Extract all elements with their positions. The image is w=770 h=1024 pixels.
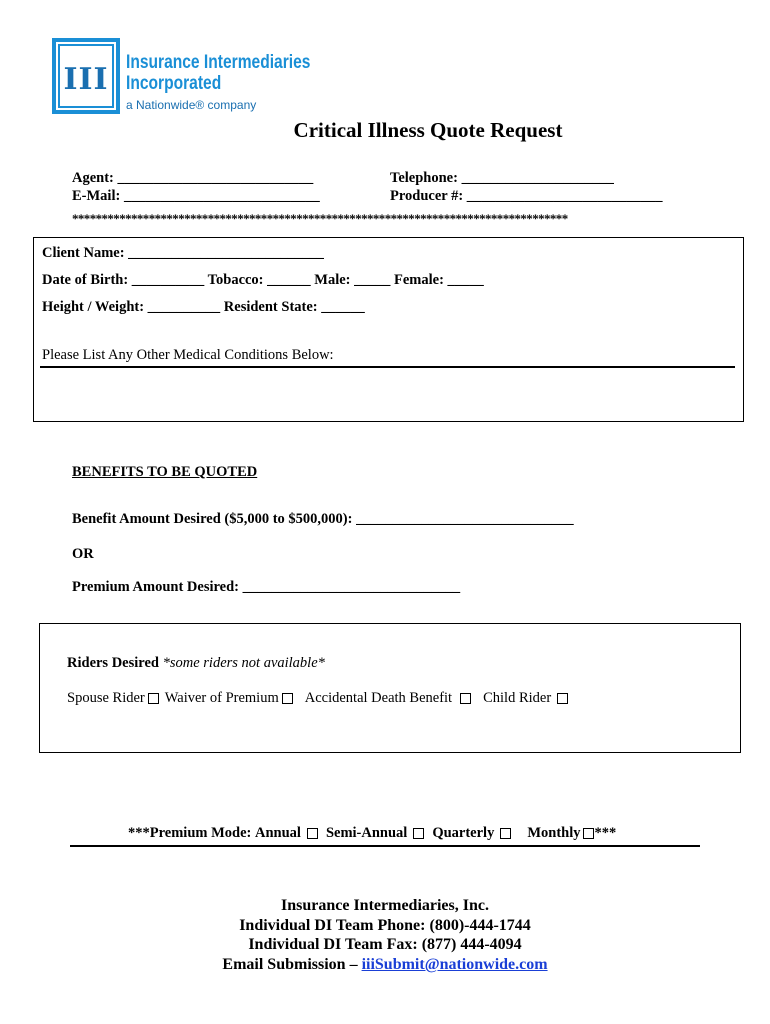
rider-checkbox-accidental-death[interactable] [460, 693, 471, 704]
logo-name-line1: Insurance Intermediaries [126, 52, 311, 73]
agent-field[interactable]: Agent: ___________________________ [72, 170, 314, 186]
logo-company-name [126, 52, 310, 94]
rider-label-waiver: Waiver of Premium [164, 690, 279, 706]
riders-heading [67, 655, 325, 672]
benefit-amount-field[interactable]: Benefit Amount Desired ($5,000 to $500,000): ______________________________ [72, 511, 574, 527]
riders-options-row [67, 690, 574, 707]
height-weight-state-line[interactable]: Height / Weight: __________ Resident State: ______ [42, 299, 365, 315]
premium-mode-prefix: ***Premium Mode: [128, 825, 255, 841]
rider-checkbox-waiver[interactable] [282, 693, 293, 704]
email-link[interactable]: iiiSubmit@nationwide.com [361, 956, 548, 973]
premium-mode-rule [70, 845, 700, 847]
client-name-field[interactable]: Client Name: ___________________________ [42, 245, 324, 261]
rider-label-accidental-death: Accidental Death Benefit [304, 690, 453, 706]
rider-label-child: Child Rider [483, 690, 552, 706]
rider-checkbox-spouse[interactable] [148, 693, 159, 704]
footer-email-prefix: Email Submission – [222, 956, 362, 973]
benefits-heading: BENEFITS TO BE QUOTED [72, 464, 258, 480]
logo-mark: III [63, 62, 109, 97]
or-label: OR [72, 546, 94, 562]
medical-conditions-rule [40, 366, 735, 368]
mode-label-annual: Annual [254, 825, 301, 841]
premium-mode-suffix: *** [594, 825, 617, 841]
email-field[interactable]: E-Mail: ___________________________ [72, 188, 320, 204]
dob-tobacco-gender-line[interactable]: Date of Birth: __________ Tobacco: ______ Male: _____ Female: _____ [42, 272, 484, 288]
premium-mode-row [128, 825, 616, 842]
mode-label-monthly: Monthly [527, 825, 581, 841]
page-title: Critical Illness Quote Request [293, 118, 563, 142]
footer-fax: Individual DI Team Fax: (877) 444-4094 [248, 936, 522, 953]
mode-checkbox-annual[interactable] [307, 828, 318, 839]
medical-conditions-label: Please List Any Other Medical Conditions Below: [42, 347, 334, 363]
logo-name-line2: Incorporated [126, 73, 222, 94]
footer-company: Insurance Intermediaries, Inc. [281, 897, 489, 914]
riders-box [39, 623, 741, 753]
mode-checkbox-monthly[interactable] [583, 828, 594, 839]
mode-checkbox-quarterly[interactable] [500, 828, 511, 839]
producer-field[interactable]: Producer #: ___________________________ [390, 188, 663, 204]
client-info-box [33, 237, 744, 422]
mode-checkbox-semi-annual[interactable] [413, 828, 424, 839]
rider-checkbox-child[interactable] [557, 693, 568, 704]
rider-label-spouse: Spouse Rider [67, 690, 145, 706]
riders-note: *some riders not available* [162, 655, 325, 671]
premium-amount-field[interactable]: Premium Amount Desired: ______________________________ [72, 579, 461, 595]
logo-tagline: a Nationwide® company [126, 98, 257, 112]
mode-label-semi-annual: Semi-Annual [325, 825, 408, 841]
telephone-field[interactable]: Telephone: _____________________ [390, 170, 614, 186]
mode-label-quarterly: Quarterly [432, 825, 495, 841]
riders-title: Riders Desired [67, 655, 159, 671]
asterisk-separator: ************************************************************************************ [72, 211, 568, 226]
footer-email-line [0, 955, 770, 975]
footer-phone: Individual DI Team Phone: (800)-444-1744 [239, 917, 531, 934]
